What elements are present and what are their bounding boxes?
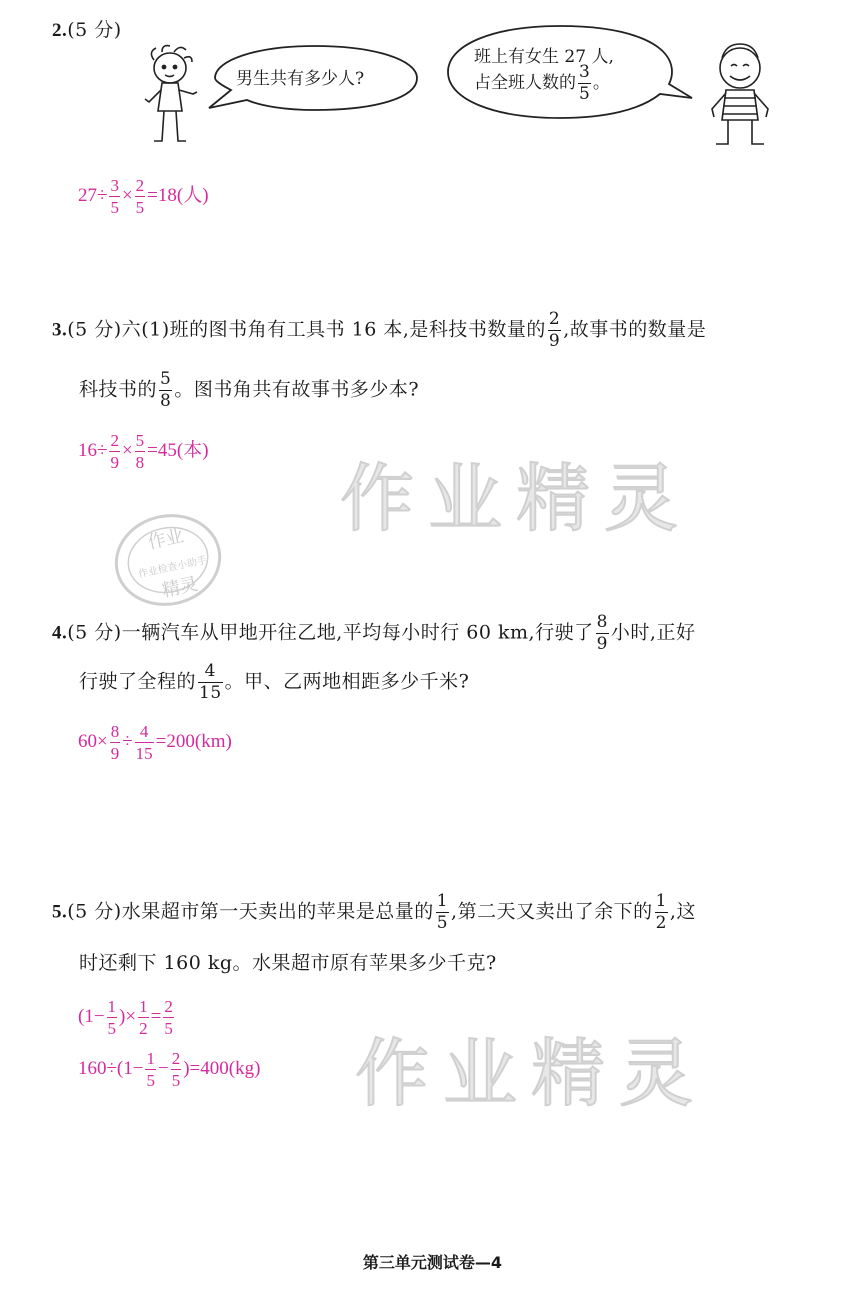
question-4-line1 (52, 614, 695, 653)
answer-part: = (150, 1005, 162, 1027)
denominator: 8 (160, 391, 172, 411)
question-text: ,第二天又卖出了余下的 (451, 900, 653, 923)
operator: × (121, 439, 133, 461)
answer-part: =200(km) (155, 730, 232, 752)
answer-part: (1− (78, 1005, 105, 1027)
question-3-line1 (52, 311, 706, 350)
question-4-answer (78, 723, 232, 762)
fraction (135, 432, 146, 471)
question-number: 5. (52, 901, 68, 923)
numerator: 1 (436, 891, 449, 911)
question-text: 行驶了全程的 (79, 670, 197, 693)
question-3-line2 (79, 371, 419, 410)
bubble-right-end: 。 (592, 73, 610, 93)
question-text: 小时,正好 (610, 621, 696, 644)
question-score: (5 分) (67, 19, 122, 41)
fraction (109, 432, 120, 471)
denominator: 2 (139, 1019, 148, 1038)
answer-part: 16÷ (78, 439, 108, 461)
denominator: 8 (135, 453, 145, 472)
fraction (198, 663, 223, 702)
numerator: 5 (135, 431, 145, 450)
numerator: 8 (110, 722, 120, 741)
answer-part: 60× (78, 730, 108, 752)
boy-cartoon-icon (700, 38, 780, 162)
fraction (109, 177, 120, 216)
answer-part: − (157, 1057, 169, 1079)
fraction (655, 893, 668, 932)
fraction (110, 723, 121, 762)
question-text: ,故事书的数量是 (563, 318, 707, 341)
numerator: 3 (579, 62, 590, 82)
numerator: 4 (135, 723, 154, 743)
bubble-right-line2 (474, 64, 610, 103)
denominator: 5 (171, 1071, 181, 1090)
fraction (135, 177, 146, 216)
fraction (159, 371, 172, 410)
denominator: 15 (199, 683, 222, 703)
page-footer: 第三单元测试卷—4 (362, 1253, 503, 1272)
numerator: 1 (655, 891, 667, 911)
question-text: (5 分)一辆汽车从甲地开往乙地,平均每小时行 60 km,行驶了 (67, 621, 594, 644)
fraction (436, 893, 449, 932)
fraction (107, 998, 118, 1037)
bubble-left-text: 男生共有多少人? (236, 69, 365, 89)
answer-part: =45(本) (147, 439, 209, 461)
fraction (163, 998, 174, 1037)
numerator: 4 (198, 663, 223, 683)
question-text: (5 分)六(1)班的图书角有工具书 16 本,是科技书数量的 (67, 318, 546, 341)
denominator: 15 (135, 744, 153, 763)
question-text: 科技书的 (79, 378, 158, 401)
denominator: 9 (548, 331, 561, 351)
fraction (145, 1050, 156, 1089)
fraction (578, 64, 591, 103)
question-text: 。图书角共有故事书多少本? (174, 378, 420, 401)
answer-part: )=400(kg) (183, 1057, 261, 1079)
question-2-header (52, 21, 122, 40)
denominator: 2 (655, 913, 667, 933)
svg-text:精灵: 精灵 (160, 573, 200, 602)
question-5-line2: 时还剩下 160 kg。水果超市原有苹果多少千克? (79, 952, 497, 974)
svg-text:作业: 作业 (145, 525, 186, 554)
fraction (135, 723, 154, 762)
fraction (138, 998, 149, 1037)
operator: × (121, 184, 133, 206)
denominator: 9 (596, 634, 608, 654)
fraction (548, 311, 561, 350)
question-5-answer-2 (78, 1050, 260, 1089)
denominator: 5 (110, 198, 119, 217)
question-2-answer (78, 177, 209, 216)
watermark-text: 作业精灵 (355, 1031, 707, 1117)
denominator: 9 (110, 453, 119, 472)
fraction (171, 1050, 182, 1089)
denominator: 5 (146, 1071, 155, 1090)
question-number: 3. (52, 319, 68, 341)
numerator: 2 (110, 431, 119, 450)
numerator: 2 (548, 309, 561, 329)
answer-part: )× (119, 1005, 137, 1027)
numerator: 2 (164, 997, 173, 1016)
bubble-right-text: 占全班人数的 (474, 73, 576, 93)
numerator: 2 (135, 176, 145, 195)
girl-cartoon-icon (140, 40, 210, 160)
bubble-right-line1: 班上有女生 27 人, (474, 47, 614, 67)
question-5-answer-1 (78, 998, 176, 1037)
question-number: 2. (52, 20, 68, 41)
numerator: 1 (107, 997, 117, 1016)
answer-part: =18(人) (147, 184, 209, 206)
watermark-text: 作业精灵 (340, 456, 692, 542)
answer-part: 27÷ (78, 184, 108, 206)
answer-part: 160÷(1− (78, 1057, 144, 1079)
numerator: 1 (139, 997, 148, 1016)
operator: ÷ (122, 730, 133, 752)
numerator: 1 (146, 1049, 155, 1068)
question-3-answer (78, 432, 209, 471)
denominator: 5 (107, 1019, 117, 1038)
denominator: 5 (135, 198, 145, 217)
denominator: 9 (110, 744, 120, 763)
question-5-line1 (52, 893, 696, 932)
denominator: 5 (164, 1019, 173, 1038)
stamp-logo (108, 505, 228, 615)
numerator: 8 (596, 612, 608, 632)
denominator: 5 (579, 84, 590, 104)
numerator: 2 (171, 1049, 181, 1068)
question-number: 4. (52, 622, 68, 644)
denominator: 5 (436, 913, 449, 933)
question-text: ,这 (669, 900, 696, 923)
numerator: 5 (160, 369, 172, 389)
question-4-line2 (79, 663, 469, 702)
numerator: 3 (110, 176, 119, 195)
question-text: 。甲、乙两地相距多少千米? (224, 670, 470, 693)
svg-text:作业检查小助手: 作业检查小助手 (137, 555, 209, 581)
question-text: (5 分)水果超市第一天卖出的苹果是总量的 (67, 900, 434, 923)
fraction (596, 614, 609, 653)
